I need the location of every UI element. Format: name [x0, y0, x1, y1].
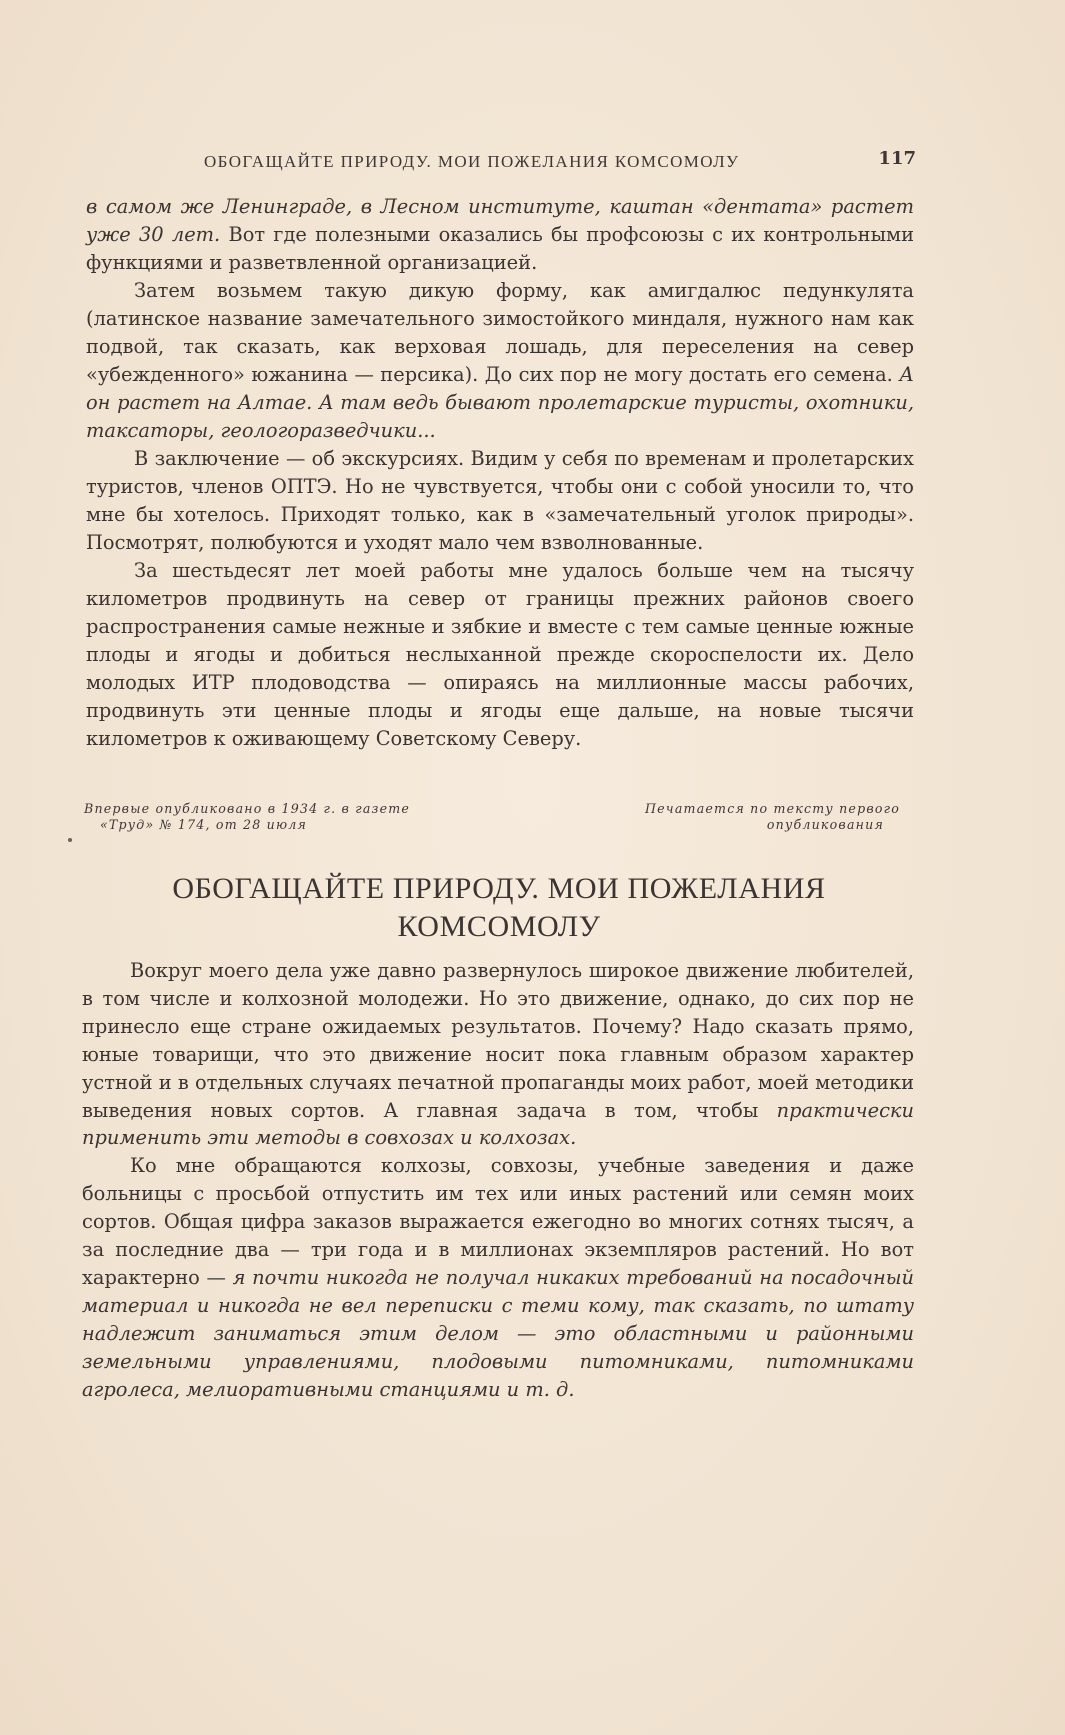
print-speck — [68, 838, 72, 842]
running-head — [84, 148, 924, 174]
body-text: Затем возьмем такую дикую форму, как амигдалюс педункулята (латинское название замечательного зимостойкого миндаля, нужного нам как подвой, так сказать, как верховая лошадь, для переселения на север «убежденного» южанина — персика). До сих пор не могу достать его семена. — [86, 279, 914, 386]
note-line: Впервые опубликовано в 1934 г. в газете — [84, 801, 411, 816]
heading-line: КОМСОМОЛУ — [397, 910, 601, 943]
first-published-note — [84, 801, 484, 833]
note-line: «Труд» № 174, от 28 июля — [100, 817, 308, 832]
body-text: Вот где полезными оказались бы профсоюзы с их контрольными функциями и разветвленной организацией. — [86, 223, 915, 274]
body-text: Ко мне обращаются колхозы, совхозы, учебные заведения и даже больницы с просьбой отпустить им тех или иных растений или семян моих сортов. Общая цифра заказов выражается ежегодно во многих сотнях тысяч, а за последние два — три года и в миллионах экземпляров растений. Но вот характерно — — [82, 1154, 914, 1289]
paragraph: За шестьдесят лет моей работы мне удалось больше чем на тысячу километров продвинуть на север от границы прежних районов своего распространения самые нежные и зябкие и вместе с тем самые ценные южные плоды и ягоды и добиться неслыханной прежде скороспелости их. Дело молодых ИТР плодоводства — опираясь на миллионные массы рабочих, продвинуть эти ценные плоды и ягоды еще дальше, на новые тысячи километров к оживающему Советскому Северу. — [86, 559, 914, 750]
publication-notes — [84, 801, 914, 841]
article-continuation — [86, 193, 914, 753]
italic-text: практически применить эти методы в совхозах и колхозах. — [82, 1098, 914, 1150]
paragraph — [82, 1152, 914, 1403]
note-line: Печатается по тексту первого — [644, 801, 900, 816]
running-head-title: ОБОГАЩАЙТЕ ПРИРОДУ. МОИ ПОЖЕЛАНИЯ КОМСОМОЛУ — [204, 152, 740, 171]
source-text-note — [600, 801, 900, 833]
heading-line: ОБОГАЩАЙТЕ ПРИРОДУ. МОИ ПОЖЕЛАНИЯ — [172, 872, 826, 905]
paragraph: В заключение — об экскурсиях. Видим у себя по временам и пролетарских туристов, членов ОПТЭ. Но не чувствуется, чтобы они с собой уносили то, что мне бы хотелось. Приходят только, как в «замечательный уголок природы». Посмотрят, полюбуются и уходят мало чем взволнованные. — [86, 447, 914, 554]
article-heading — [84, 870, 914, 946]
article-body — [82, 957, 914, 1404]
paragraph — [86, 193, 914, 277]
paragraph — [86, 277, 914, 445]
page-number: 117 — [878, 148, 916, 169]
italic-text: я почти никогда не получал никаких требований на посадочный материал и никогда не вел переписки с теми кому, так сказать, по штату надлежит заниматься этим делом — это областными и районными земельными управлениями, плодовыми питомниками, питомниками агролеса, мелиоративными станциями и т. д. — [82, 1265, 914, 1401]
italic-text: в самом же Ленинграде, в Лесном институте, каштан «дентата» растет уже 30 лет. — [86, 195, 914, 246]
italic-text: А он растет на Алтае. А там ведь бывают пролетарские туристы, охотники, таксаторы, геологоразведчики... — [86, 363, 914, 442]
note-line: опубликования — [766, 817, 884, 832]
body-text: Вокруг моего дела уже давно развернулось широкое движение любителей, в том числе и колхозной молодежи. Но это движение, однако, до сих пор не принесло еще стране ожидаемых результатов. Почему? Надо сказать прямо, юные товарищи, что это движение носит пока главным образом характер устной и в отдельных случаях печатной пропаганды моих работ, моей методики выведения новых сортов. А главная задача в том, чтобы — [82, 959, 914, 1122]
paragraph — [82, 957, 914, 1152]
